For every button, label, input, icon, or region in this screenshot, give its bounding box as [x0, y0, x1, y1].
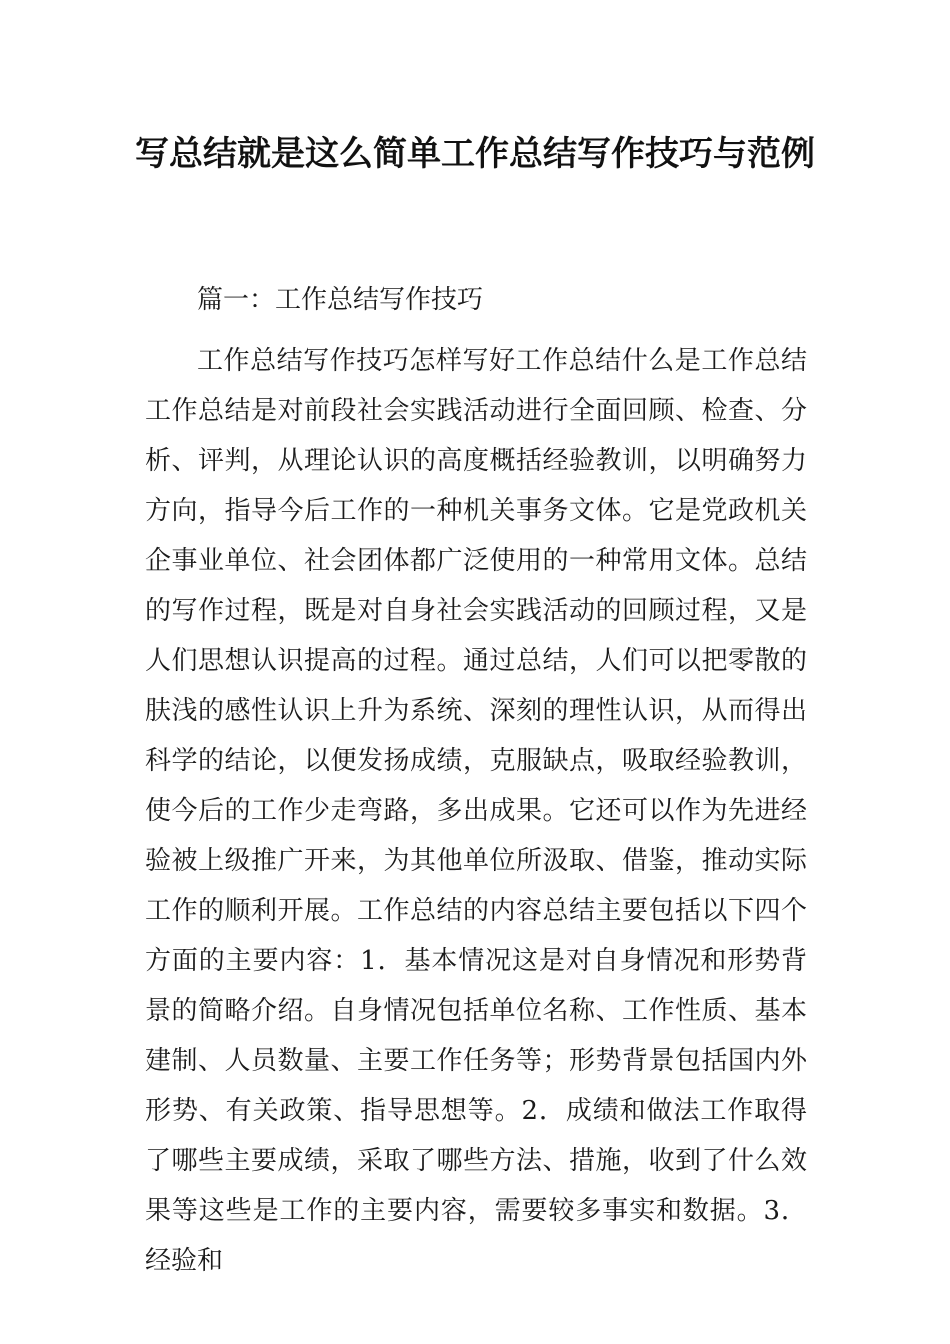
section-heading: 篇一：工作总结写作技巧 — [197, 285, 484, 315]
document-body — [145, 280, 807, 1286]
document-title: 写总结就是这么简单工作总结写作技巧与范例 — [135, 134, 815, 174]
body-paragraph: 工作总结写作技巧怎样写好工作总结什么是工作总结工作总结是对前段社会实践活动进行全面回顾、检查、分析、评判，从理论认识的高度概括经验教训，以明确努力方向，指导今后工作的一种机关事务文体。它是党政机关企事业单位、社会团体都广泛使用的一种常用文体。总结的写作过程，既是对自身社会实践活动的回顾过程，又是人们思想认识提高的过程。通过总结，人们可以把零散的肤浅的感性认识上升为系统、深刻的理性认识，从而得出科学的结论，以便发扬成绩，克服缺点，吸取经验教训，使今后的工作少走弯路，多出成果。它还可以作为先进经验被上级推广开来，为其他单位所汲取、借鉴，推动实际工作的顺利开展。工作总结的内容总结主要包括以下四个方面的主要内容：1．基本情况这是对自身情况和形势背景的简略介绍。自身情况包括单位名称、工作性质、基本建制、人员数量、主要工作任务等；形势背景包括国内外形势、有关政策、指导思想等。2．成绩和做法工作取得了哪些主要成绩，采取了哪些方法、措施，收到了什么效果等这些是工作的主要内容，需要较多事实和数据。3．经验和 — [145, 346, 807, 1276]
